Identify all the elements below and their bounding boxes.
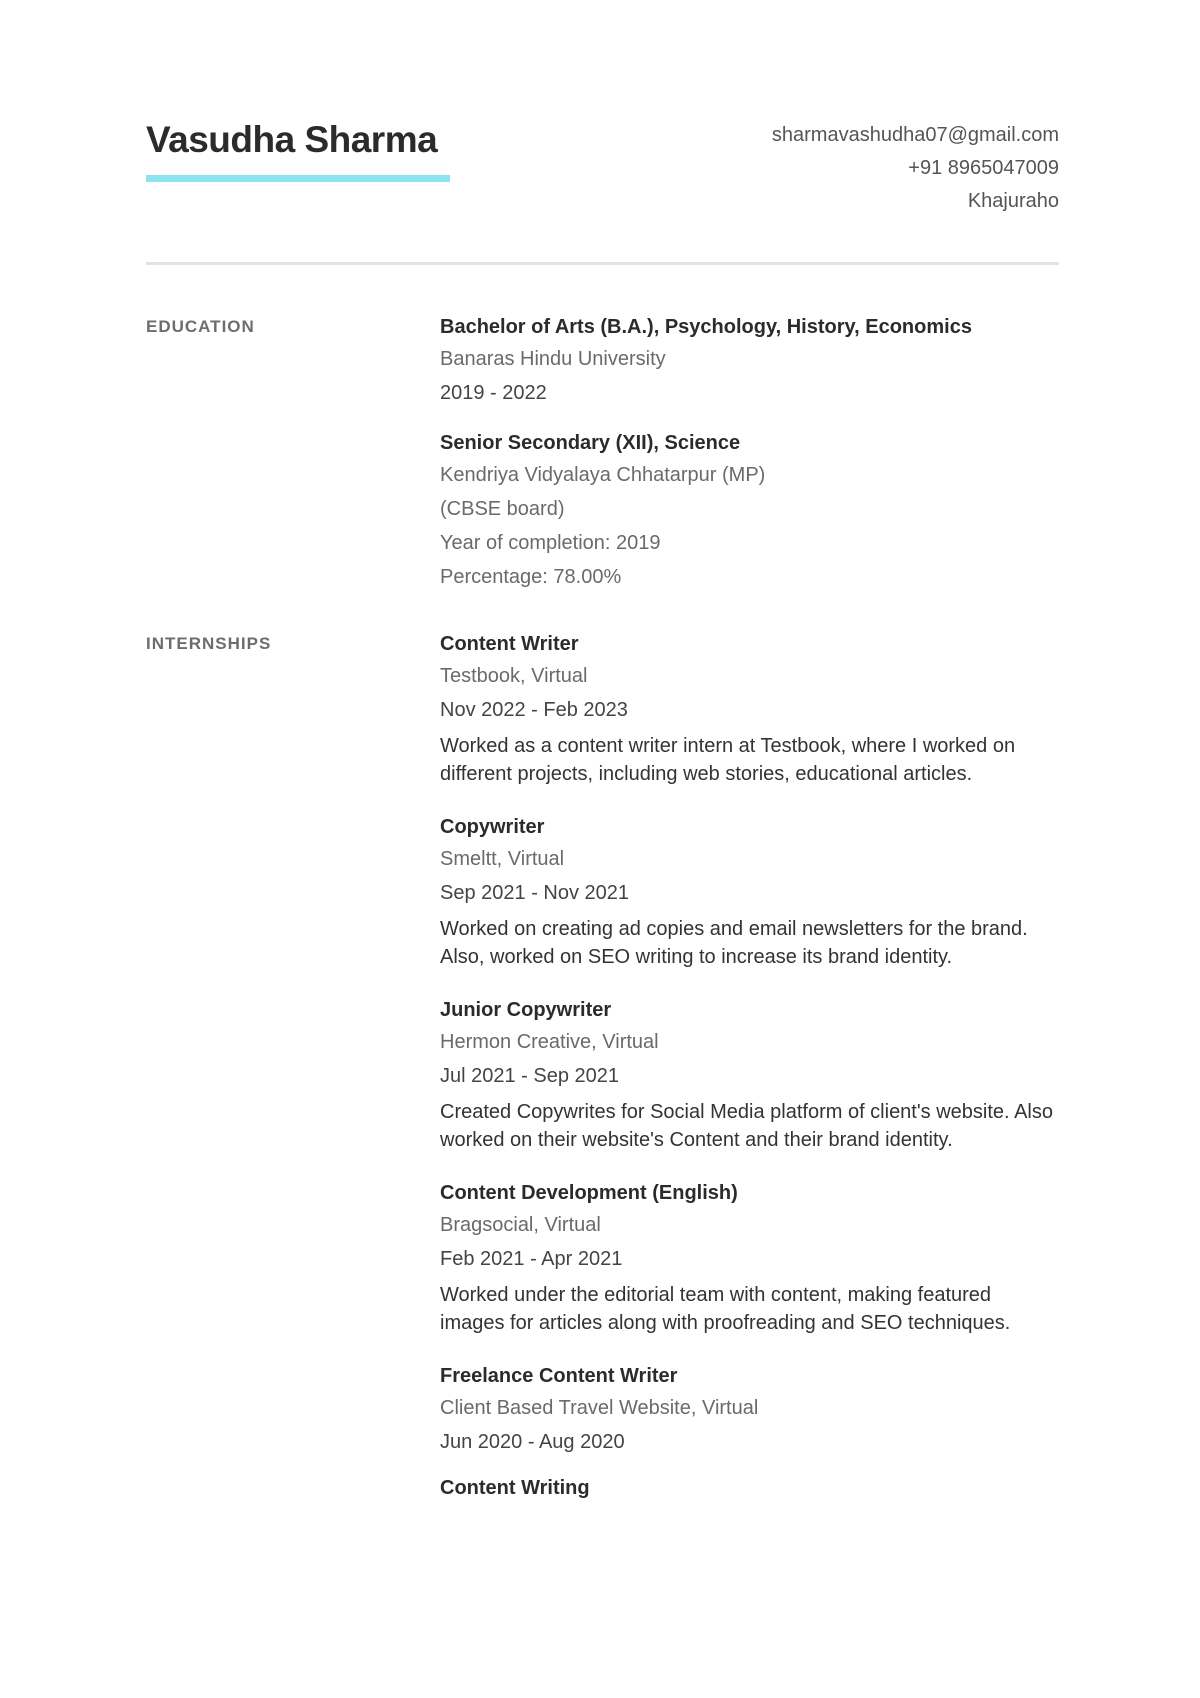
internship-title: Content Writer [440, 633, 579, 655]
internship-dates: Sep 2021 - Nov 2021 [440, 882, 630, 904]
internship-description: Created Copywrites for Social Media platform of client's website. Also worked on their website's Content and their brand identity. [440, 1101, 1053, 1151]
internships-section [440, 629, 1060, 1527]
education-degree: Bachelor of Arts (B.A.), Psychology, History, Economics [440, 316, 972, 338]
internship-description: Worked under the editorial team with content, making featured images for articles along with proofreading and SEO techniques. [440, 1284, 1011, 1334]
education-board: (CBSE board) [440, 498, 565, 520]
contact-location: Khajuraho [967, 190, 1059, 212]
internship-org: Testbook, Virtual [440, 665, 588, 687]
internship-org: Bragsocial, Virtual [440, 1214, 601, 1236]
internship-description: Worked on creating ad copies and email newsletters for the brand. Also, worked on SEO writing to increase its brand identity. [440, 918, 1028, 968]
internship-description: Worked as a content writer intern at Testbook, where I worked on different projects, including web stories, educational articles. [440, 735, 1016, 785]
internship-dates: Nov 2022 - Feb 2023 [440, 699, 628, 721]
section-label-education: EDUCATION [146, 317, 255, 336]
education-dates: 2019 - 2022 [440, 382, 547, 404]
internship-entry [440, 812, 1060, 971]
internship-dates: Feb 2021 - Apr 2021 [440, 1248, 623, 1270]
contact-block [772, 119, 1059, 218]
internship-title: Content Development (English) [440, 1182, 738, 1204]
contact-email[interactable]: sharmavashudha07@gmail.com [771, 124, 1059, 146]
contact-phone[interactable]: +91 8965047009 [908, 157, 1059, 179]
education-institution: Banaras Hindu University [440, 348, 666, 370]
internship-org: Hermon Creative, Virtual [440, 1031, 659, 1053]
internship-org: Smeltt, Virtual [440, 848, 565, 870]
internship-title: Content Writing [440, 1477, 590, 1499]
internship-title: Copywriter [440, 816, 545, 838]
internship-title: Junior Copywriter [440, 999, 612, 1021]
internship-org: Client Based Travel Website, Virtual [440, 1397, 759, 1419]
internship-entry [440, 1178, 1060, 1337]
education-entry [440, 428, 1060, 594]
internship-entry [440, 629, 1060, 788]
internship-entry [440, 995, 1060, 1154]
internship-title: Freelance Content Writer [440, 1365, 678, 1387]
internship-entry [440, 1473, 1060, 1503]
header-divider [146, 262, 1059, 265]
education-degree: Senior Secondary (XII), Science [440, 432, 741, 454]
education-institution: Kendriya Vidyalaya Chhatarpur (MP) [440, 464, 766, 486]
section-label-internships: INTERNSHIPS [146, 634, 272, 653]
candidate-name: Vasudha Sharma [146, 119, 438, 160]
education-section [440, 312, 1060, 618]
education-completion-year: Year of completion: 2019 [440, 532, 661, 554]
name-underline [146, 175, 450, 182]
internship-dates: Jul 2021 - Sep 2021 [440, 1065, 620, 1087]
education-percentage: Percentage: 78.00% [440, 566, 622, 588]
education-entry [440, 312, 1060, 410]
internship-entry [440, 1361, 1060, 1459]
internship-dates: Jun 2020 - Aug 2020 [440, 1431, 625, 1453]
